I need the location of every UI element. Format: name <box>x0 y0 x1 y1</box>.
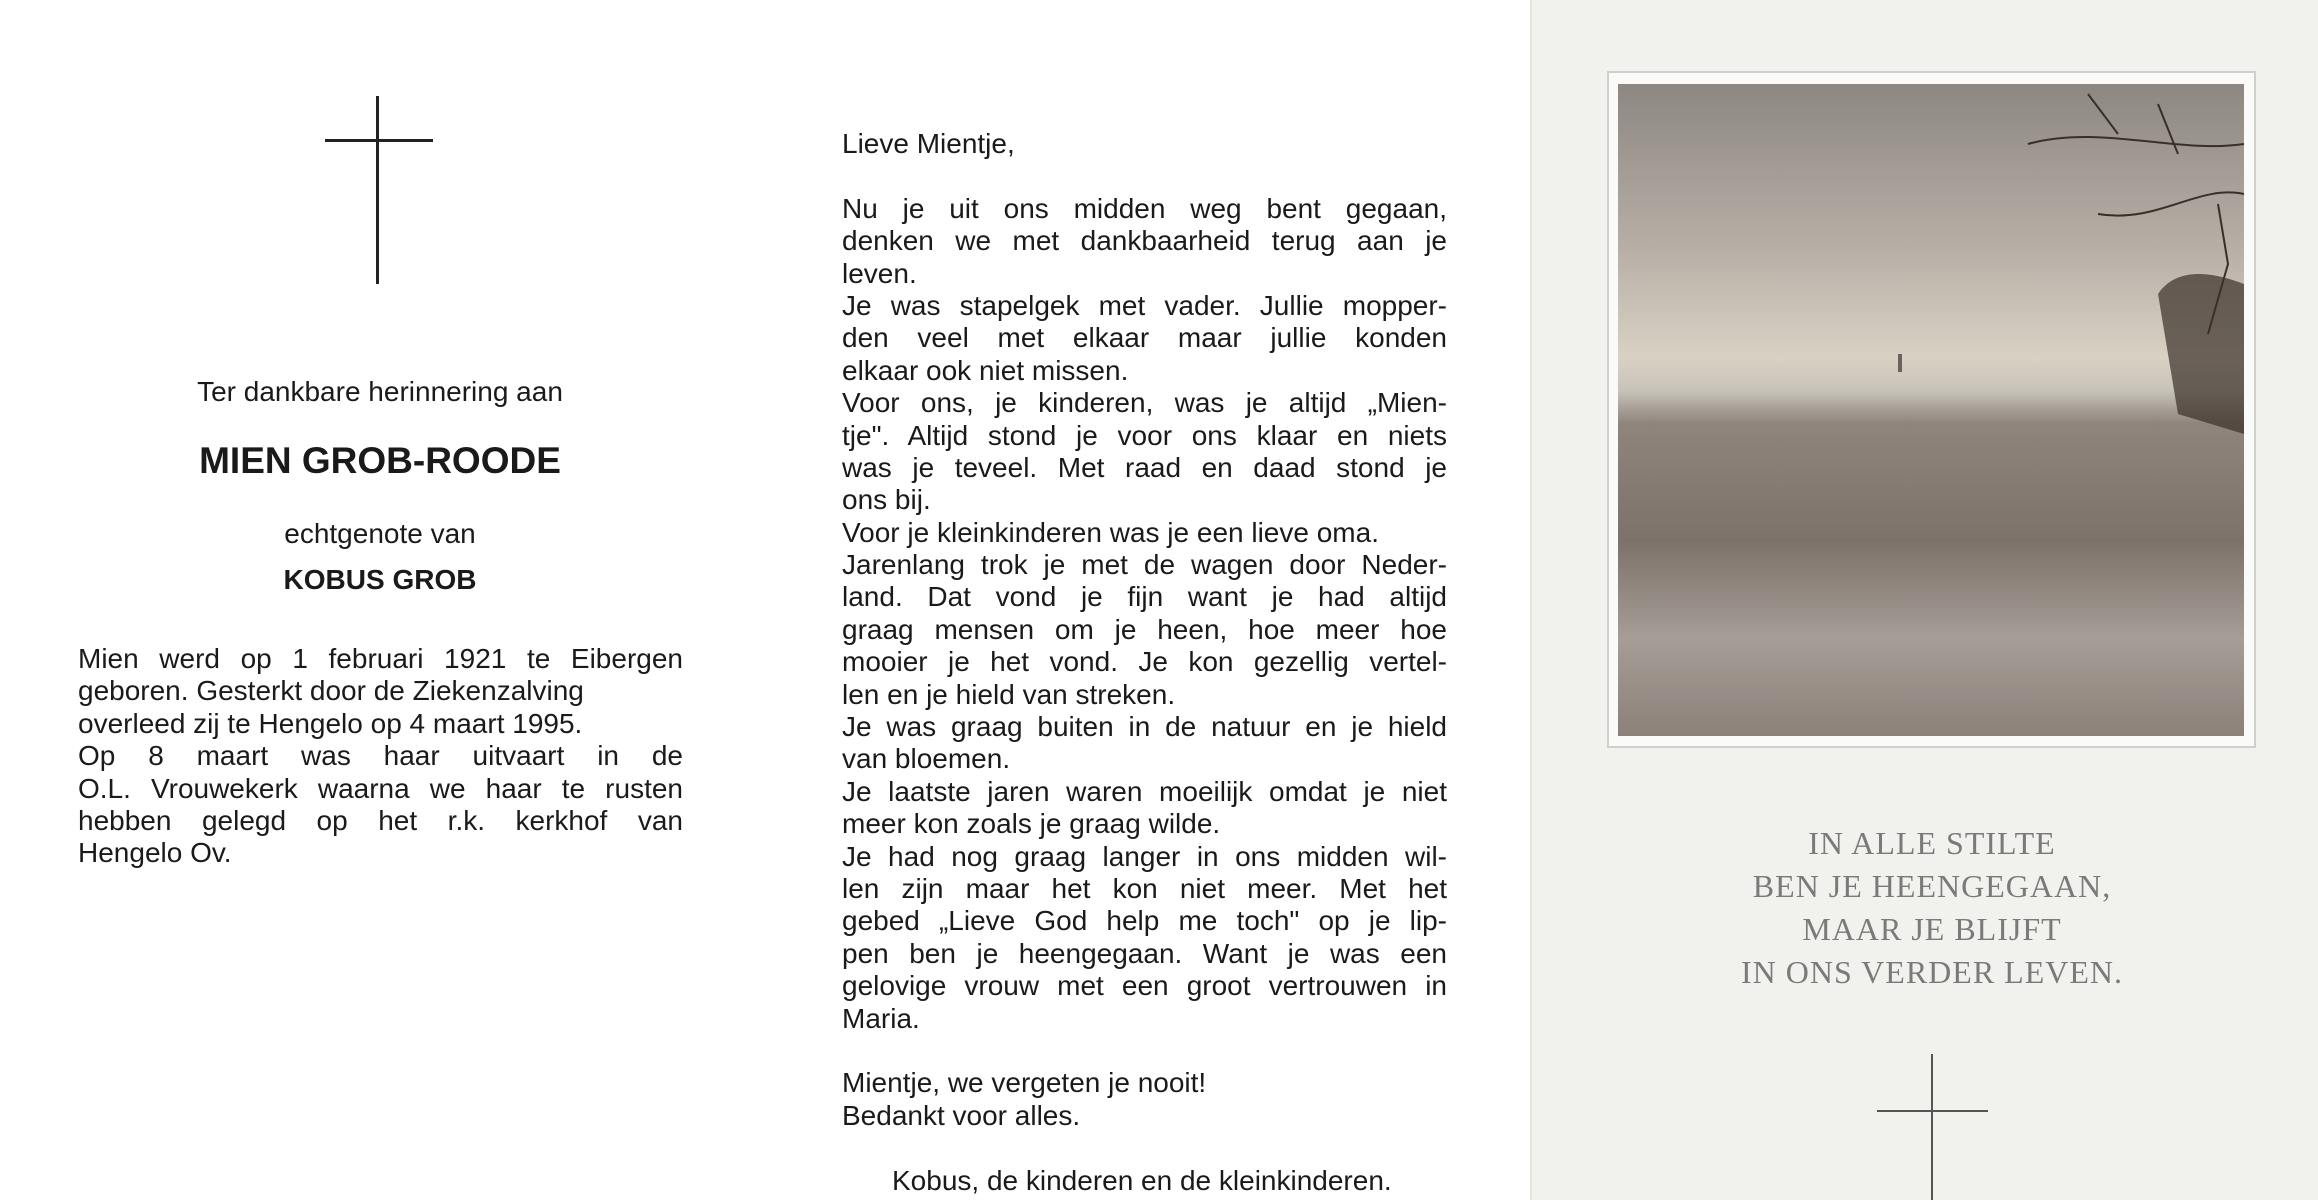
text-line: Je laatste jaren waren moeilijk omdat je niet <box>842 775 1447 807</box>
text-line: Hengelo Ov. <box>78 837 232 869</box>
letter-greeting: Lieve Mientje, <box>842 128 1015 159</box>
text-line: Op 8 maart was haar uitvaart in de <box>78 740 683 772</box>
memorial-quote <box>1538 822 2318 994</box>
text-line: O.L. Vrouwekerk waarna we haar te rusten <box>78 772 683 804</box>
text-line: elkaar ook niet missen. <box>842 354 1129 386</box>
text-line: len en je hield van streken. <box>842 678 1176 710</box>
spouse-label: echtgenote van <box>284 518 476 549</box>
biography <box>78 643 683 870</box>
text-line: Je was graag buiten in de natuur en je hield <box>842 711 1447 743</box>
text-line: pen ben je heengegaan. Want je was een <box>842 937 1447 969</box>
text-line: Voor je kleinkinderen was je een lieve oma. <box>842 516 1379 548</box>
letter-closing: Mientje, we vergeten je nooit! <box>842 1067 1207 1099</box>
tree-branches-icon <box>1618 84 2244 736</box>
quote-line: IN ONS VERDER LEVEN. <box>1740 954 2124 990</box>
text-line: geboren. Gesterkt door de Ziekenzalving <box>78 675 584 707</box>
text-line: overleed zij te Hengelo op 4 maart 1995. <box>78 707 583 739</box>
text-line: Je was stapelgek met vader. Jullie mopper- <box>842 289 1447 321</box>
text-line: land. Dat vond je fijn want je had altijd <box>842 581 1447 613</box>
text-line: was je teveel. Met raad en daad stond je <box>842 451 1447 483</box>
text-line: Voor ons, je kinderen, was je altijd „Mien- <box>842 387 1447 419</box>
winter-field-photo <box>1618 84 2244 736</box>
text-line: tje". Altijd stond je voor ons klaar en niets <box>842 419 1447 451</box>
intro-text: Ter dankbare herinnering aan <box>197 376 563 407</box>
letter <box>842 128 1447 1197</box>
quote-line: BEN JE HEENGEGAAN, <box>1752 868 2112 904</box>
text-line: Mien werd op 1 februari 1921 te Eibergen <box>78 643 683 674</box>
text-line: Jarenlang trok je met de wagen door Neder- <box>842 549 1447 581</box>
letter-signature: Kobus, de kinderen en de kleinkinderen. <box>892 1164 1392 1196</box>
text-line: hebben gelegd op het r.k. kerkhof van <box>78 804 683 836</box>
text-line: van bloemen. <box>842 743 1011 775</box>
text-line: mooier je het vond. Je kon gezellig vertel- <box>842 646 1447 678</box>
letter-body <box>842 193 1447 1035</box>
spouse-name: KOBUS GROB <box>283 564 477 595</box>
text-line: Maria. <box>842 1002 920 1034</box>
text-line: ons bij. <box>842 484 931 516</box>
text-line: denken we met dankbaarheid terug aan je <box>842 225 1447 257</box>
text-line: leven. <box>842 257 917 289</box>
text-line: len zijn maar het kon niet meer. Met het <box>842 872 1447 904</box>
text-line: den veel met elkaar maar jullie konden <box>842 322 1447 354</box>
deceased-name: MIEN GROB-ROODE <box>199 440 561 481</box>
text-line: graag mensen om je heen, hoe meer hoe <box>842 613 1447 645</box>
text-line: Je had nog graag langer in ons midden wil- <box>842 840 1447 872</box>
text-line: gelovige vrouw met een groot vertrouwen in <box>842 970 1447 1002</box>
text-line: Nu je uit ons midden weg bent gegaan, <box>842 192 1447 224</box>
letter-thanks: Bedankt voor alles. <box>842 1099 1081 1131</box>
quote-line: MAAR JE BLIJFT <box>1802 911 2062 947</box>
text-line: gebed „Lieve God help me toch" op je lip- <box>842 905 1447 937</box>
text-line: meer kon zoals je graag wilde. <box>842 808 1221 840</box>
quote-line: IN ALLE STILTE <box>1808 825 2056 861</box>
